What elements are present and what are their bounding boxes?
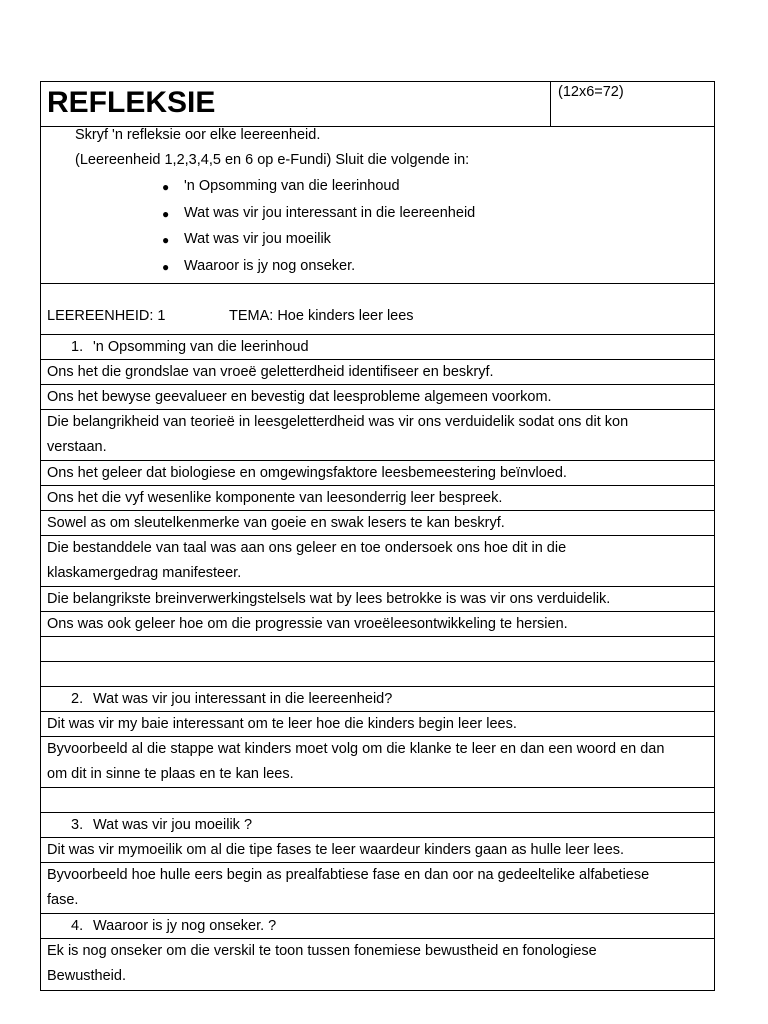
section-heading-text: Wat was vir jou moeilik ? bbox=[93, 817, 253, 833]
bullet-item: Wat was vir jou moeilik bbox=[184, 231, 331, 247]
section-heading-text: Waaroor is jy nog onseker. ? bbox=[93, 918, 277, 934]
table-row bbox=[41, 838, 714, 863]
empty-row bbox=[41, 662, 714, 687]
section-heading bbox=[41, 914, 714, 939]
instruction-line-2: (Leereenheid 1,2,3,4,5 en 6 op e-Fundi) Sluit die volgende in: bbox=[75, 152, 470, 168]
table-row bbox=[41, 360, 714, 385]
bullet-icon: ● bbox=[162, 233, 170, 247]
reflection-table bbox=[40, 81, 715, 991]
page-title: REFLEKSIE bbox=[41, 82, 551, 126]
row-text: Ons het die grondslae van vroeë geletterdheid identifiseer en beskryf. bbox=[47, 364, 494, 380]
header-row bbox=[41, 82, 714, 127]
table-row bbox=[41, 511, 714, 536]
row-text: Byvoorbeeld hoe hulle eers begin as prealfabtiese fase en dan oor na gedeeltelike alfabetiese bbox=[47, 867, 650, 883]
section-heading-text: 'n Opsomming van die leerinhoud bbox=[93, 339, 309, 355]
table-row bbox=[41, 385, 714, 410]
row-text: Ek is nog onseker om die verskil te toon tussen fonemiese bewustheid en fonologiese bbox=[47, 943, 597, 959]
table-row bbox=[41, 863, 714, 914]
table-row bbox=[41, 587, 714, 612]
score-label: (12x6=72) bbox=[558, 84, 624, 100]
row-text: om dit in sinne te plaas en te kan lees. bbox=[47, 766, 294, 782]
row-text: fase. bbox=[47, 892, 79, 908]
section-heading bbox=[41, 813, 714, 838]
row-text: Dit was vir mymoeilik om al die tipe fases te leer waardeur kinders gaan as hulle leer lees. bbox=[47, 842, 625, 858]
section-heading bbox=[41, 335, 714, 360]
row-text: Dit was vir my baie interessant om te leer hoe die kinders begin leer lees. bbox=[47, 716, 517, 732]
table-row bbox=[41, 486, 714, 511]
table-row bbox=[41, 712, 714, 737]
row-text: Byvoorbeeld al die stappe wat kinders moet volg om die klanke te leer en dan een woord en dan bbox=[47, 741, 665, 757]
bullet-item: 'n Opsomming van die leerinhoud bbox=[184, 178, 400, 194]
row-text: klaskamergedrag manifesteer. bbox=[47, 565, 242, 581]
section-number: 1. bbox=[71, 339, 84, 355]
bullet-icon: ● bbox=[162, 207, 170, 221]
empty-row bbox=[41, 637, 714, 662]
section-number: 2. bbox=[71, 691, 84, 707]
row-text: verstaan. bbox=[47, 439, 107, 455]
row-text: Ons was ook geleer hoe om die progressie van vroeëleesontwikkeling te hersien. bbox=[47, 616, 568, 632]
instruction-line-1: Skryf 'n refleksie oor elke leereenheid. bbox=[75, 127, 321, 143]
row-text: Bewustheid. bbox=[47, 968, 126, 984]
bullet-item: Waaroor is jy nog onseker. bbox=[184, 258, 356, 274]
unit-label: LEEREENHEID: 1 bbox=[47, 308, 166, 324]
empty-row bbox=[41, 788, 714, 813]
row-text: Ons het die vyf wesenlike komponente van leesonderrig leer bespreek. bbox=[47, 490, 503, 506]
table-row bbox=[41, 536, 714, 587]
row-text: Die belangrikste breinverwerkingstelsels wat by lees betrokke is was vir ons verduidelik. bbox=[47, 591, 611, 607]
row-text: Die bestanddele van taal was aan ons geleer en toe ondersoek ons hoe dit in die bbox=[47, 540, 567, 556]
unit-theme: TEMA: Hoe kinders leer lees bbox=[229, 308, 414, 324]
table-row bbox=[41, 410, 714, 461]
row-text: Die belangrikheid van teorieë in leesgeletterdheid was vir ons verduidelik sodat ons dit kon bbox=[47, 414, 629, 430]
section-heading-text: Wat was vir jou interessant in die leereenheid? bbox=[93, 691, 393, 707]
unit-row bbox=[41, 284, 714, 335]
bullet-icon: ● bbox=[162, 260, 170, 274]
row-text: Ons het bewyse geevalueer en bevestig dat leesprobleme algemeen voorkom. bbox=[47, 389, 552, 405]
table-row bbox=[41, 939, 714, 990]
instructions-cell bbox=[41, 127, 714, 284]
table-row bbox=[41, 612, 714, 637]
section-heading bbox=[41, 687, 714, 712]
bullet-icon: ● bbox=[162, 180, 170, 194]
row-text: Sowel as om sleutelkenmerke van goeie en swak lesers te kan beskryf. bbox=[47, 515, 505, 531]
table-row bbox=[41, 737, 714, 788]
table-row bbox=[41, 461, 714, 486]
section-number: 4. bbox=[71, 918, 84, 934]
row-text: Ons het geleer dat biologiese en omgewingsfaktore leesbemeestering beïnvloed. bbox=[47, 465, 567, 481]
bullet-item: Wat was vir jou interessant in die leereenheid bbox=[184, 205, 476, 221]
section-number: 3. bbox=[71, 817, 84, 833]
